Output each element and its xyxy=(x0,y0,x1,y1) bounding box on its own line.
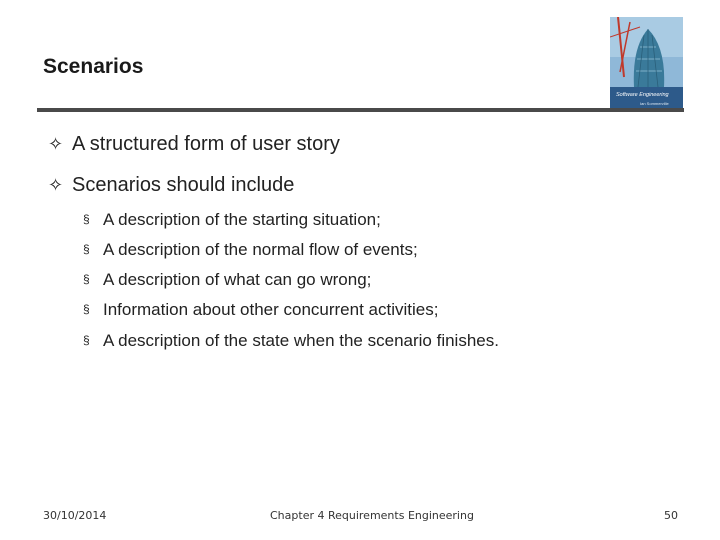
sub-bullet-text: A description of the normal flow of events; xyxy=(103,240,418,259)
cover-title: Software Engineering xyxy=(616,92,669,98)
cover-author: Ian Sommerville xyxy=(640,101,669,106)
sub-bullet-item xyxy=(83,331,499,351)
sub-bullet-text: A description of the state when the scenario finishes. xyxy=(103,331,499,350)
book-cover-image xyxy=(610,17,683,109)
bullet-text: A structured form of user story xyxy=(72,133,340,155)
sub-bullet-item xyxy=(83,210,381,230)
diamond-bullet-icon: ✧ xyxy=(48,175,64,195)
section-bullet-icon: § xyxy=(83,302,90,316)
section-bullet-icon: § xyxy=(83,272,90,286)
sub-bullet-item xyxy=(83,300,438,320)
footer-page-number: 50 xyxy=(664,509,678,522)
bullet-item xyxy=(48,133,340,156)
bullet-text: Scenarios should include xyxy=(72,174,295,196)
footer-date: 30/10/2014 xyxy=(43,509,107,522)
sub-bullet-text: A description of what can go wrong; xyxy=(103,270,372,289)
footer-chapter: Chapter 4 Requirements Engineering xyxy=(270,509,474,522)
sub-bullet-text: Information about other concurrent activities; xyxy=(103,300,439,319)
slide-title: Scenarios xyxy=(43,55,144,78)
bullet-item xyxy=(48,174,294,197)
section-bullet-icon: § xyxy=(83,242,90,256)
sub-bullet-item xyxy=(83,240,418,260)
sub-bullet-text: A description of the starting situation; xyxy=(103,210,381,229)
diamond-bullet-icon: ✧ xyxy=(48,134,64,154)
section-bullet-icon: § xyxy=(83,212,90,226)
title-divider xyxy=(37,108,684,112)
section-bullet-icon: § xyxy=(83,333,90,347)
sub-bullet-item xyxy=(83,270,371,290)
